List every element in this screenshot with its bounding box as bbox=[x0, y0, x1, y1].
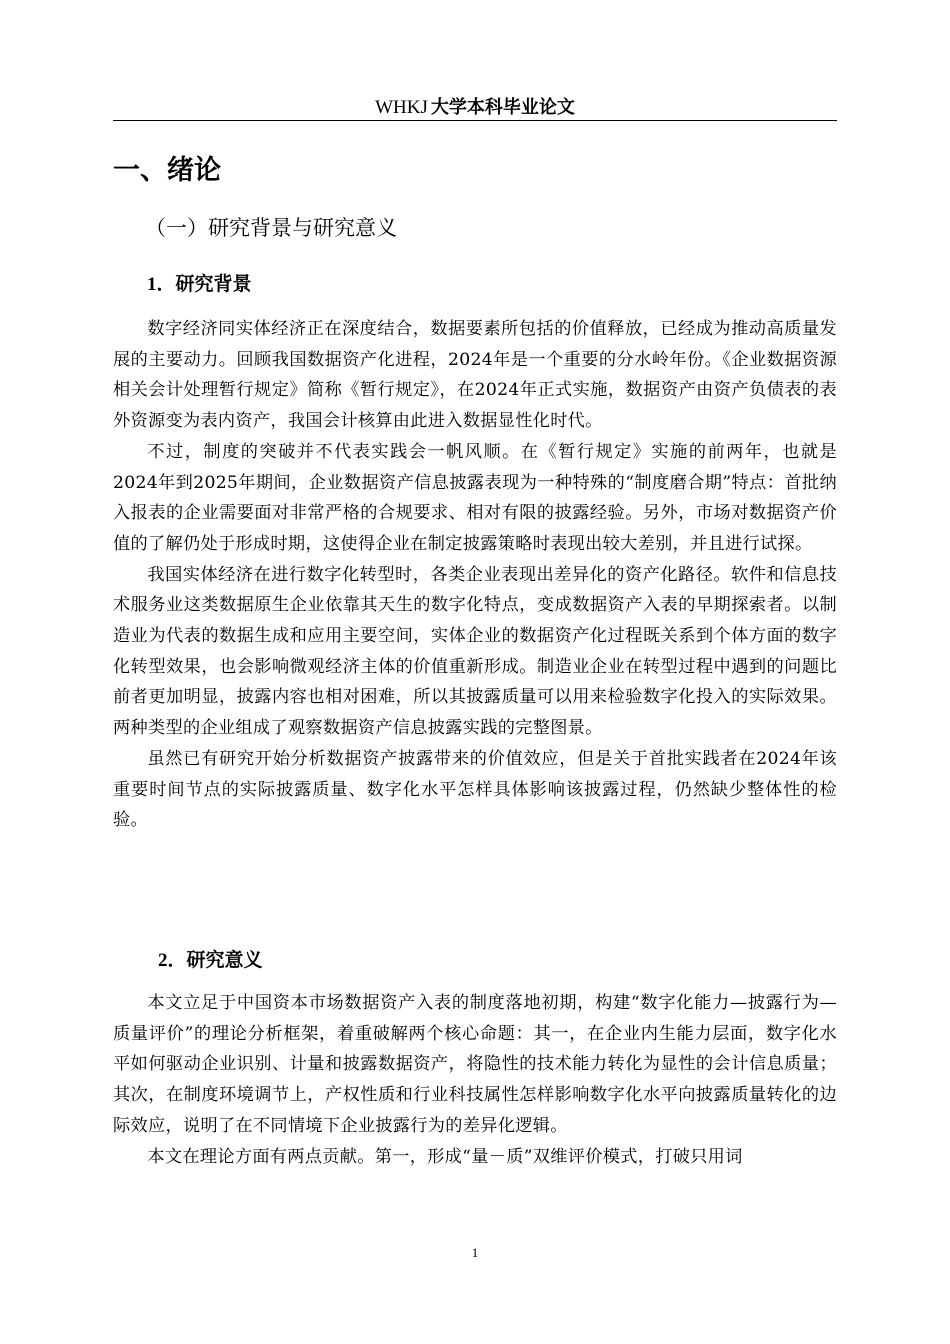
paragraph: 虽然已有研究开始分析数据资产披露带来的价值效应，但是关于首批实践者在2024年该重要时间节点的实际披露质量、数字化水平怎样具体影响该披露过程，仍然缺少整体性的检验。 bbox=[113, 748, 837, 831]
paragraph: 我国实体经济在进行数字化转型时，各类企业表现出差异化的资产化路径。软件和信息技术服务业这类数据原生企业依靠其天生的数字化特点，变成数据资产入表的早期探索者。以制造业为代表的数据生成和应用主要空间，实体企业的数据资产化过程既关系到个体方面的数字化转型效果，也会影响微观经济主体的价值重新形成。制造业企业在转型过程中遇到的问题比前者更加明显，披露内容也相对困难，所以其披露质量可以用来检验数字化投入的实际效果。两种类型的企业组成了观察数据资产信息披露实践的完整图景。 bbox=[113, 564, 837, 739]
header-divider bbox=[113, 120, 837, 121]
subsection-heading-background bbox=[147, 270, 252, 299]
paragraph: 不过，制度的突破并不代表实践会一帆风顺。在《暂行规定》实施的前两年，也就是2024年到2025年期间，企业数据资产信息披露表现为一种特殊的“制度磨合期”特点：首批纳入报表的企业需要面对非常严格的合规要求、相对有限的披露经验。另外，市场对数据资产价值的了解仍处于形成时期，这使得企业在制定披露策略时表现出较大差别，并且进行试探。 bbox=[113, 441, 837, 554]
subsection-title: 研究背景 bbox=[175, 273, 252, 295]
subsection-number: 1． bbox=[147, 274, 176, 295]
subsection-title: 研究意义 bbox=[186, 949, 263, 971]
running-header bbox=[113, 94, 837, 121]
paragraph: 本文在理论方面有两点贡献。第一，形成“量－质”双维评价模式，打破只用词 bbox=[147, 1146, 743, 1167]
background-body bbox=[113, 314, 837, 836]
subsection-number: 2． bbox=[158, 950, 187, 971]
subsection-heading-significance bbox=[158, 946, 263, 975]
paragraph: 数字经济同实体经济正在深度结合，数据要素所包括的价值释放，已经成为推动高质量发展的主要动力。回顾我国数据资产化进程，2024年是一个重要的分水岭年份。《企业数据资源相关会计处理暂行规定》简称《暂行规定》，在2024年正式实施，数据资产由资产负债表的表外资源变为表内资产，我国会计核算由此进入数据显性化时代。 bbox=[113, 319, 837, 432]
paragraph: 本文立足于中国资本市场数据资产入表的制度落地初期，构建“数字化能力—披露行为—质量评价”的理论分析框架，着重破解两个核心命题：其一，在企业内生能力层面，数字化水平如何驱动企业识别、计量和披露数据资产，将隐性的技术能力转化为显性的会计信息质量；其次，在制度环境调节上，产权性质和行业科技属性怎样影响数字化水平向披露质量转化的边际效应，说明了在不同情境下企业披露行为的差异化逻辑。 bbox=[113, 993, 837, 1136]
chapter-title: 一、绪论 bbox=[113, 155, 221, 186]
significance-body bbox=[113, 988, 837, 1172]
section-title: （一）研究背景与研究意义 bbox=[145, 216, 397, 240]
page-number: 1 bbox=[471, 1245, 479, 1260]
header-latin-text: WHKJ bbox=[375, 97, 428, 118]
header-title: 大学本科毕业论文 bbox=[430, 97, 575, 118]
